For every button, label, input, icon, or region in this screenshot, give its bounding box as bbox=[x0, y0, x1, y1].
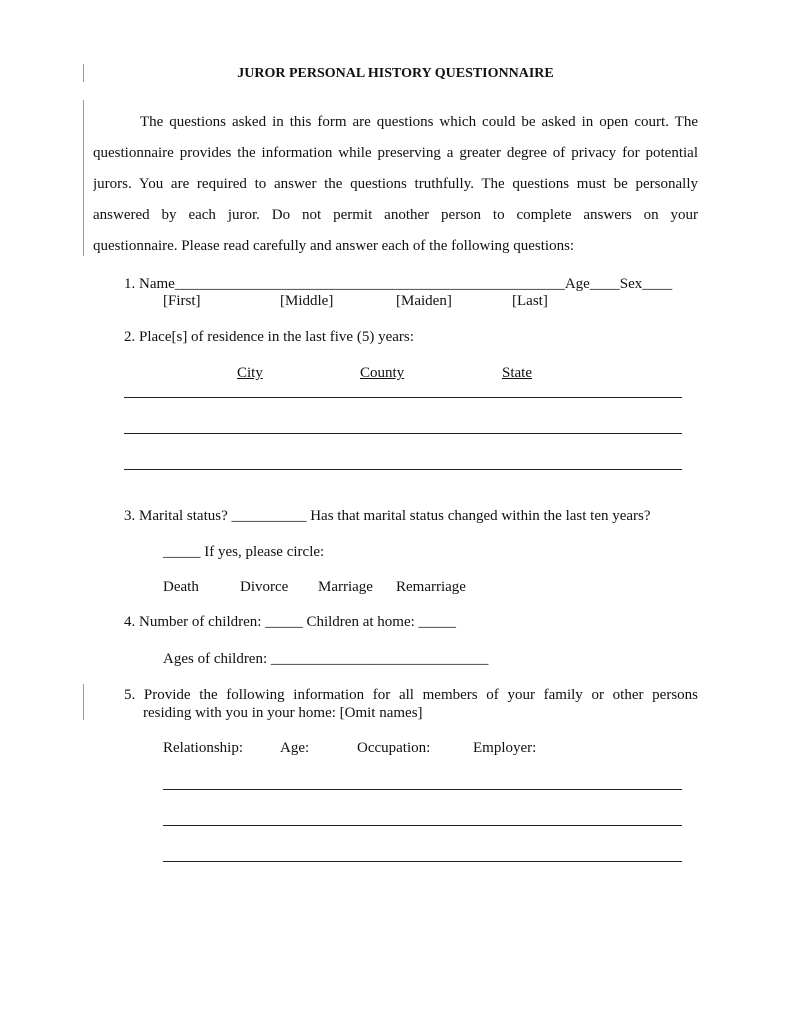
residence-line[interactable] bbox=[124, 397, 682, 398]
residence-line[interactable] bbox=[124, 469, 682, 470]
option-marriage: Marriage bbox=[318, 579, 373, 595]
intro-line-3: jurors. You are required to answer the questions truthfully. The questions must be personally bbox=[93, 176, 698, 192]
option-remarriage: Remarriage bbox=[396, 579, 466, 595]
question-1-name: 1. Name____________________________________________________Age____Sex____ bbox=[124, 276, 673, 292]
if-yes-prompt: _____ If yes, please circle: bbox=[163, 544, 325, 560]
intro-line-1: The questions asked in this form are questions which could be asked in open court. The bbox=[140, 114, 698, 130]
label-first: [First] bbox=[163, 293, 201, 309]
label-middle: [Middle] bbox=[280, 293, 334, 309]
question-5-line-1: 5. Provide the following information for all members of your family or other persons bbox=[124, 687, 698, 703]
question-2-residence: 2. Place[s] of residence in the last five (5) years: bbox=[124, 329, 414, 345]
question-4-children: 4. Number of children: _____ Children at home: _____ bbox=[124, 614, 457, 630]
family-member-line[interactable] bbox=[163, 861, 682, 862]
option-divorce: Divorce bbox=[240, 579, 289, 595]
revision-bar bbox=[83, 684, 84, 720]
header-relationship: Relationship: bbox=[163, 740, 243, 756]
family-member-line[interactable] bbox=[163, 789, 682, 790]
residence-line[interactable] bbox=[124, 433, 682, 434]
label-last: [Last] bbox=[512, 293, 548, 309]
header-city: City bbox=[237, 365, 263, 381]
ages-of-children: Ages of children: _____________________________ bbox=[163, 651, 489, 667]
question-3-marital-status: 3. Marital status? __________ Has that marital status changed within the last ten years? bbox=[124, 508, 651, 524]
question-5-line-2: residing with you in your home: [Omit names] bbox=[143, 705, 423, 721]
header-age: Age: bbox=[280, 740, 310, 756]
intro-line-2: questionnaire provides the information while preserving a greater degree of privacy for potential bbox=[93, 145, 698, 161]
document-title: JUROR PERSONAL HISTORY QUESTIONNAIRE bbox=[237, 66, 554, 81]
label-maiden: [Maiden] bbox=[396, 293, 452, 309]
revision-bar bbox=[83, 100, 84, 256]
header-employer: Employer: bbox=[473, 740, 537, 756]
option-death: Death bbox=[163, 579, 199, 595]
intro-line-5: questionnaire. Please read carefully and answer each of the following questions: bbox=[93, 238, 575, 254]
intro-line-4: answered by each juror. Do not permit another person to complete answers on your bbox=[93, 207, 698, 223]
header-occupation: Occupation: bbox=[357, 740, 431, 756]
family-member-line[interactable] bbox=[163, 825, 682, 826]
header-state: State bbox=[502, 365, 532, 381]
header-county: County bbox=[360, 365, 405, 381]
